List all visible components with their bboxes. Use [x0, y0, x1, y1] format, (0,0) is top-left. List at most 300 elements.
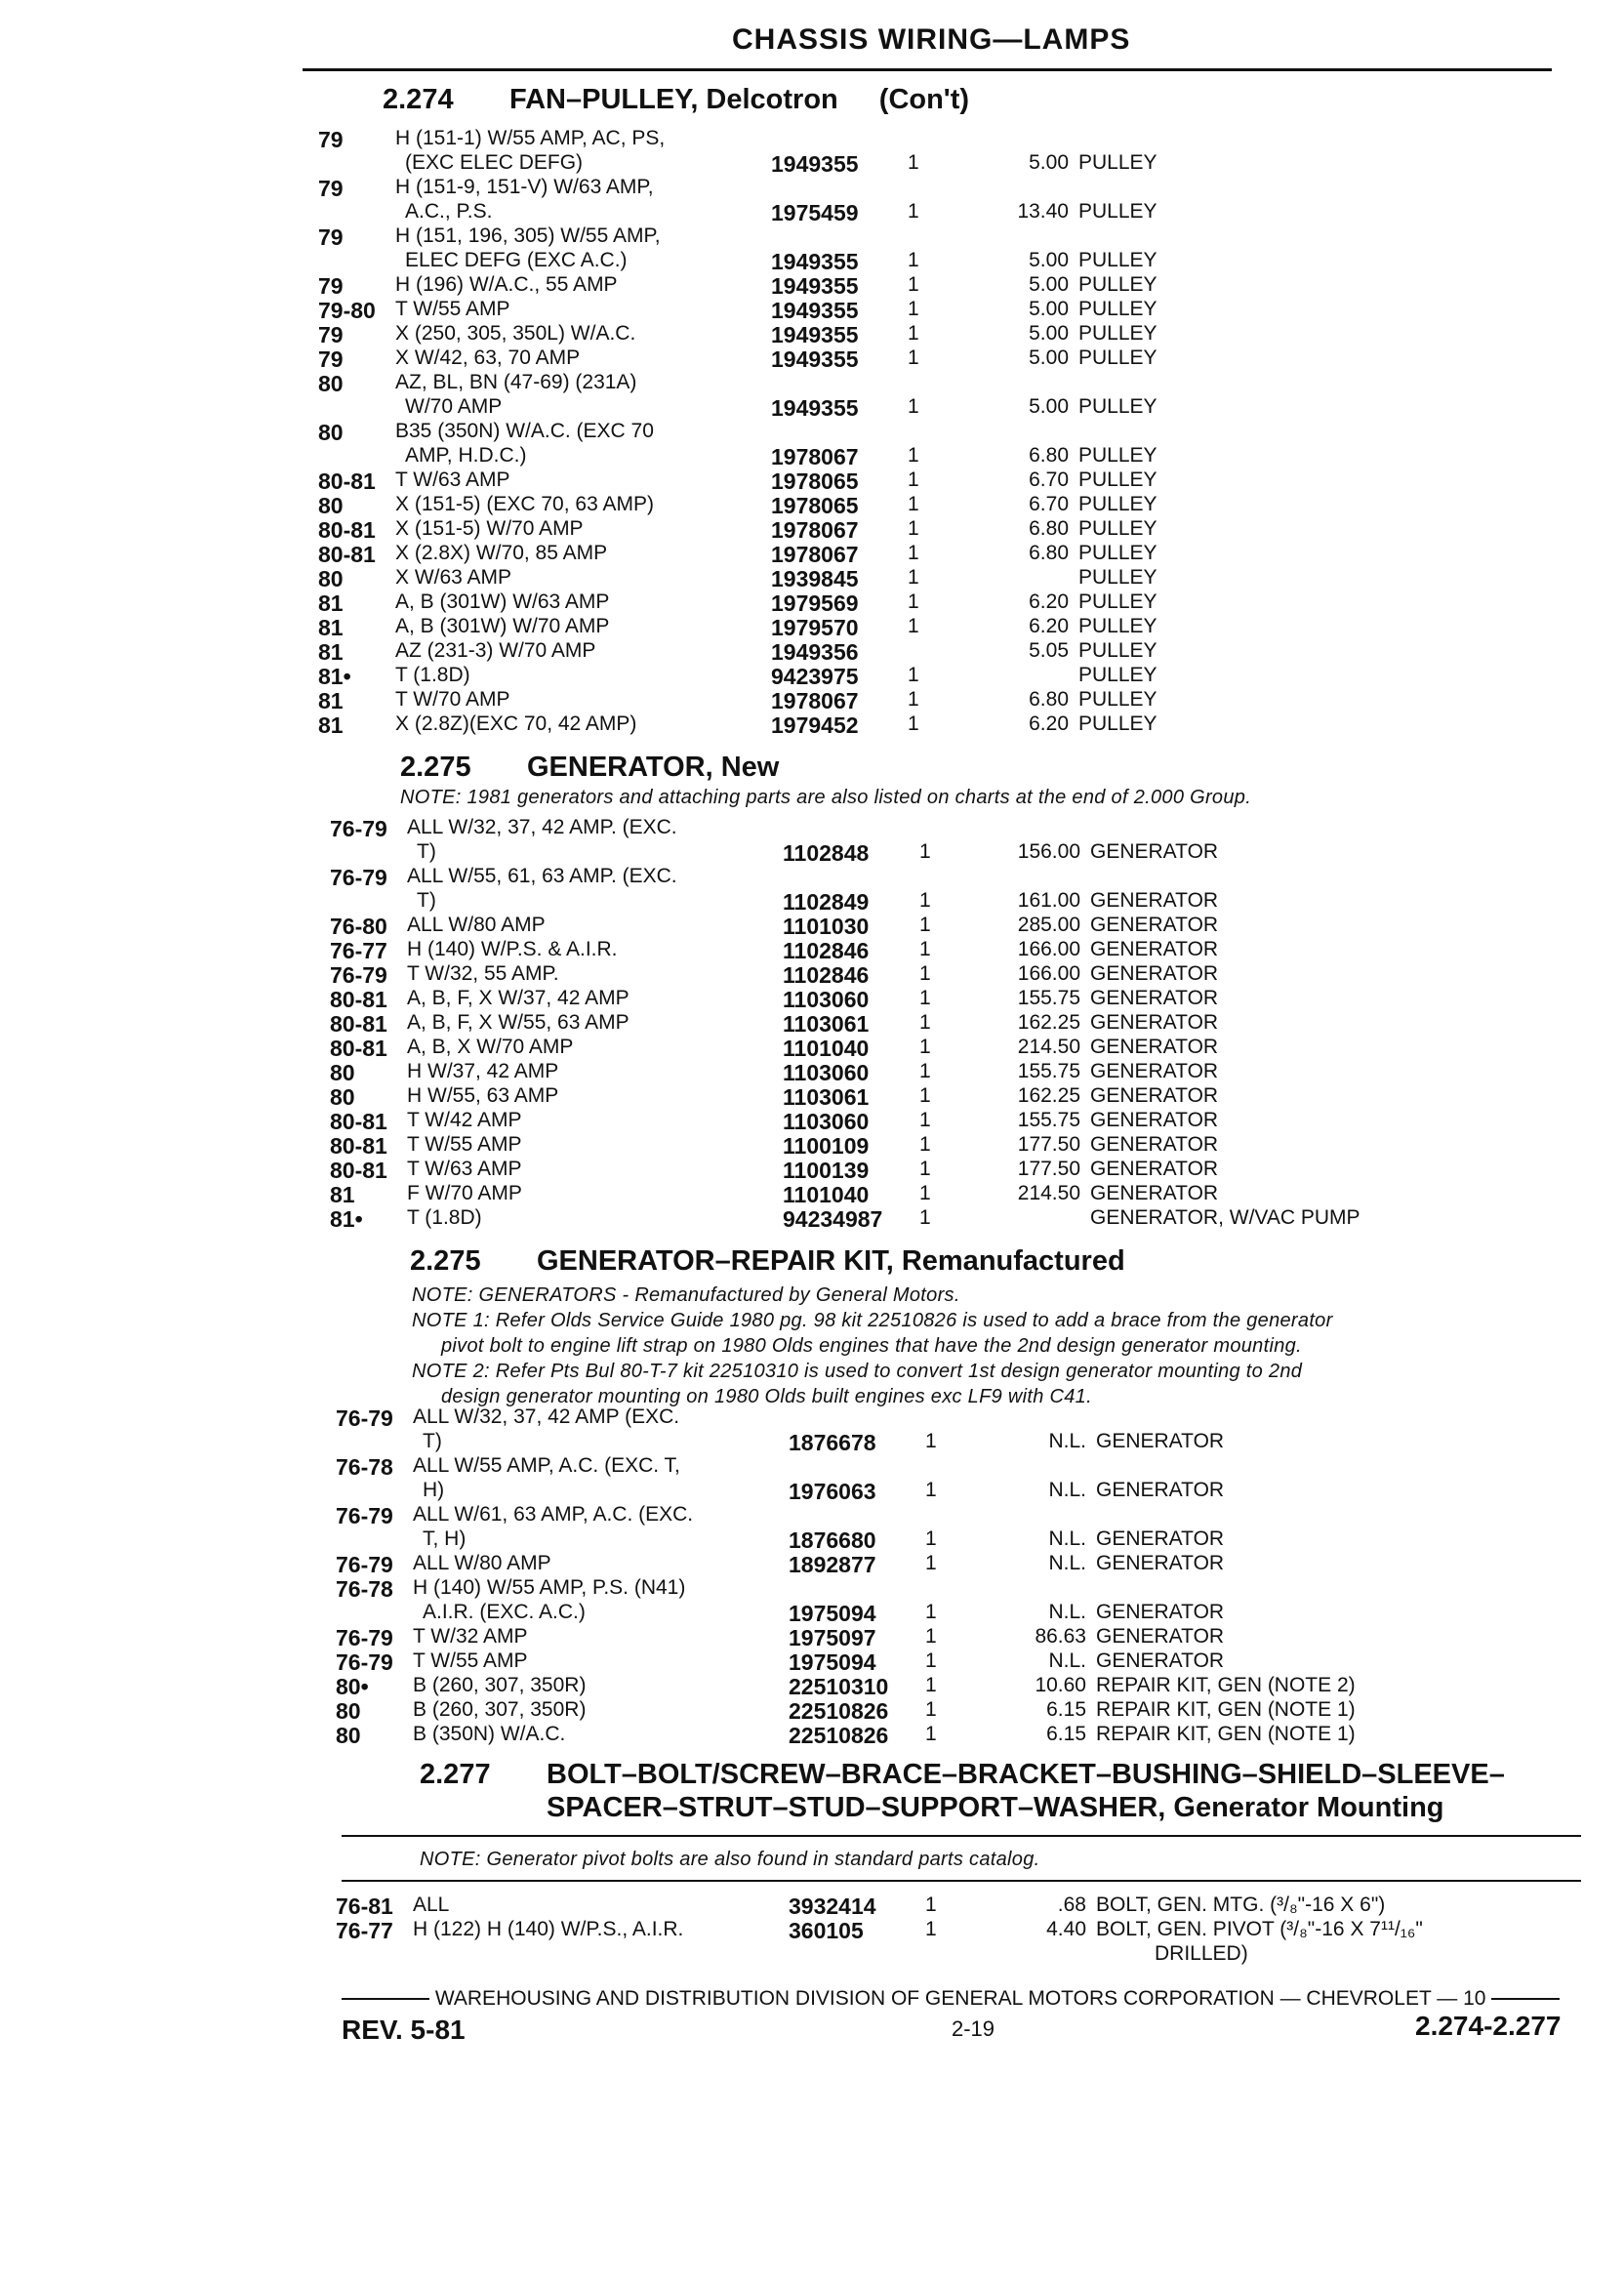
model-year: 81	[318, 712, 344, 738]
part-name: PULLEY	[1078, 151, 1157, 174]
price: 155.75	[1017, 1109, 1080, 1131]
part-number: 1979452	[771, 712, 859, 738]
section-title: FAN–PULLEY, Delcotron	[509, 84, 838, 115]
price: 5.00	[1029, 151, 1069, 174]
quantity: 1	[908, 493, 919, 515]
model-year: 76-77	[336, 1918, 393, 1943]
part-number: 1101040	[783, 1182, 870, 1207]
part-name: GENERATOR	[1090, 938, 1219, 960]
section-reference: 2.274-2.277	[1415, 2011, 1562, 2041]
part-number: 1979569	[771, 590, 859, 616]
application: A, B, F, X W/55, 63 AMP	[407, 1011, 629, 1034]
part-name-cont: DRILLED)	[1155, 1942, 1248, 1965]
part-name: PULLEY	[1078, 639, 1157, 662]
part-name: PULLEY	[1078, 615, 1157, 637]
note-2: NOTE 2: Refer Pts Bul 80-T-7 kit 22510310 is used to convert 1st design generator mounting to 2nd	[412, 1361, 1303, 1382]
application-cont: ELEC DEFG (EXC A.C.)	[405, 249, 628, 271]
part-number: 1975094	[789, 1649, 876, 1675]
price: N.L.	[1048, 1649, 1086, 1672]
part-number: 22510310	[789, 1674, 889, 1699]
model-year: 79-80	[318, 298, 376, 323]
part-name: PULLEY	[1078, 712, 1157, 735]
quantity: 1	[919, 1011, 931, 1034]
part-number: 1949355	[771, 249, 859, 274]
note-generators: NOTE: GENERATORS - Remanufactured by General Motors.	[412, 1284, 960, 1306]
part-number: 1949355	[771, 346, 859, 372]
section-title: GENERATOR–REPAIR KIT, Remanufactured	[537, 1245, 1125, 1277]
price: 214.50	[1017, 1036, 1080, 1058]
part-name: GENERATOR	[1096, 1552, 1225, 1574]
model-year: 80-81	[330, 1011, 387, 1037]
note-1-cont: pivot bolt to engine lift strap on 1980 Olds engines that have the 2nd design generator mounting.	[441, 1335, 1302, 1357]
section-title: BOLT–BOLT/SCREW–BRACE–BRACKET–BUSHING–SHIELD–SLEEVE–	[547, 1759, 1505, 1790]
model-year: 79	[318, 176, 344, 201]
quantity: 1	[925, 1625, 937, 1648]
application: AZ, BL, BN (47-69) (231A)	[395, 371, 637, 393]
application: T W/63 AMP	[395, 468, 510, 491]
price: 86.63	[1035, 1625, 1086, 1648]
model-year: 80	[318, 420, 344, 445]
model-year: 76-79	[330, 865, 387, 890]
part-name: GENERATOR	[1090, 889, 1219, 912]
part-number: 1949355	[771, 151, 859, 177]
price: .68	[1057, 1893, 1086, 1916]
part-name: PULLEY	[1078, 566, 1157, 589]
part-name: BOLT, GEN. PIVOT (³/₈"-16 X 7¹¹/₁₆"	[1096, 1918, 1423, 1940]
model-year: 76-79	[330, 816, 387, 841]
application-cont: AMP, H.D.C.)	[405, 444, 527, 467]
model-year: 80	[330, 1084, 355, 1110]
price: 5.00	[1029, 346, 1069, 369]
part-number: 1949356	[771, 639, 859, 665]
part-name: PULLEY	[1078, 590, 1157, 613]
part-name: GENERATOR	[1090, 1084, 1219, 1107]
divider	[342, 1835, 1581, 1837]
quantity: 1	[908, 444, 919, 467]
part-number: 1103060	[783, 1060, 870, 1085]
quantity: 1	[925, 1430, 937, 1452]
application: B (260, 307, 350R)	[413, 1674, 587, 1696]
price: 5.00	[1029, 298, 1069, 320]
application: X (151-5) W/70 AMP	[395, 517, 584, 540]
section-title: GENERATOR, New	[527, 752, 780, 783]
part-name: PULLEY	[1078, 249, 1157, 271]
part-name: PULLEY	[1078, 542, 1157, 564]
application: X (2.8X) W/70, 85 AMP	[395, 542, 608, 564]
price: 6.20	[1029, 712, 1069, 735]
price: 13.40	[1017, 200, 1069, 223]
part-name: PULLEY	[1078, 346, 1157, 369]
quantity: 1	[925, 1527, 937, 1550]
application: AZ (231-3) W/70 AMP	[395, 639, 596, 662]
part-name: GENERATOR	[1090, 962, 1219, 985]
part-number: 1103061	[783, 1011, 870, 1037]
part-number: 1102846	[783, 938, 870, 963]
price: 6.15	[1046, 1698, 1086, 1721]
model-year: 76-79	[336, 1625, 393, 1650]
application: ALL W/32, 37, 42 AMP (EXC.	[413, 1405, 680, 1428]
application: H (151, 196, 305) W/55 AMP,	[395, 224, 661, 247]
application: H (151-9, 151-V) W/63 AMP,	[395, 176, 654, 198]
application: X (250, 305, 350L) W/A.C.	[395, 322, 636, 345]
part-number: 1979570	[771, 615, 859, 640]
part-name: GENERATOR	[1090, 1011, 1219, 1034]
part-name: GENERATOR	[1090, 1133, 1219, 1156]
application: A, B, X W/70 AMP	[407, 1036, 574, 1058]
application: B (260, 307, 350R)	[413, 1698, 587, 1721]
price: 6.80	[1029, 542, 1069, 564]
application: H (151-1) W/55 AMP, AC, PS,	[395, 127, 666, 149]
part-number: 1939845	[771, 566, 859, 591]
application: B (350N) W/A.C.	[413, 1723, 566, 1745]
part-name: PULLEY	[1078, 322, 1157, 345]
part-name: GENERATOR	[1096, 1479, 1225, 1501]
section-heading-2-275-repair	[410, 1245, 1125, 1278]
note-2-cont: design generator mounting on 1980 Olds built engines exc LF9 with C41.	[441, 1386, 1092, 1407]
model-year: 79	[318, 322, 344, 347]
price: 6.80	[1029, 688, 1069, 711]
application: A, B, F, X W/37, 42 AMP	[407, 987, 629, 1009]
model-year: 80-81	[318, 517, 376, 543]
application: ALL W/61, 63 AMP, A.C. (EXC.	[413, 1503, 694, 1526]
model-year: 81•	[330, 1206, 363, 1232]
part-number: 9423975	[771, 664, 859, 689]
model-year: 76-81	[336, 1893, 393, 1919]
model-year: 76-79	[330, 962, 387, 988]
section-number: 2.275	[400, 752, 471, 783]
quantity: 1	[908, 590, 919, 613]
model-year: 80-81	[318, 542, 376, 567]
section-continued: (Con't)	[878, 84, 970, 115]
part-number: 1978067	[771, 517, 859, 543]
application-cont: A.C., P.S.	[405, 200, 493, 223]
model-year: 76-79	[336, 1503, 393, 1528]
quantity: 1	[925, 1479, 937, 1501]
quantity: 1	[925, 1649, 937, 1672]
application: F W/70 AMP	[407, 1182, 522, 1204]
model-year: 80-81	[318, 468, 376, 494]
section-heading-2-274	[383, 84, 969, 116]
section-heading-2-275	[400, 752, 779, 784]
application: ALL W/55 AMP, A.C. (EXC. T,	[413, 1454, 680, 1477]
part-number: 1978067	[771, 542, 859, 567]
page-number: 2-19	[952, 2016, 995, 2041]
part-number: 1978065	[771, 468, 859, 494]
quantity: 1	[908, 468, 919, 491]
footer-org-text: WAREHOUSING AND DISTRIBUTION DIVISION OF GENERAL MOTORS CORPORATION — CHEVROLET — 10	[434, 1987, 1486, 2010]
application: H (140) W/P.S. & A.I.R.	[407, 938, 618, 960]
part-number: 1976063	[789, 1479, 876, 1504]
part-number: 1978065	[771, 493, 859, 518]
model-year: 76-79	[336, 1552, 393, 1577]
part-name: REPAIR KIT, GEN (NOTE 1)	[1096, 1698, 1356, 1721]
price: 285.00	[1017, 914, 1080, 936]
price: 161.00	[1017, 889, 1080, 912]
quantity: 1	[919, 1109, 931, 1131]
part-name: GENERATOR	[1096, 1527, 1225, 1550]
part-name: PULLEY	[1078, 468, 1157, 491]
part-number: 22510826	[789, 1698, 889, 1724]
part-name: GENERATOR	[1096, 1625, 1225, 1648]
part-name: PULLEY	[1078, 688, 1157, 711]
part-number: 1102848	[783, 840, 870, 866]
part-number: 1103061	[783, 1084, 870, 1110]
section-number: 2.275	[410, 1245, 481, 1277]
part-number: 94234987	[783, 1206, 883, 1232]
price: 6.20	[1029, 590, 1069, 613]
price: 162.25	[1017, 1084, 1080, 1107]
part-name: GENERATOR	[1090, 1109, 1219, 1131]
application: B35 (350N) W/A.C. (EXC 70	[395, 420, 654, 442]
model-year: 76-78	[336, 1576, 393, 1602]
model-year: 80	[318, 493, 344, 518]
quantity: 1	[908, 542, 919, 564]
price: 5.00	[1029, 395, 1069, 418]
application-cont: W/70 AMP	[405, 395, 503, 418]
price: N.L.	[1048, 1601, 1086, 1623]
section-number: 2.274	[383, 84, 454, 115]
part-number: 1949355	[771, 322, 859, 347]
application: X (2.8Z)(EXC 70, 42 AMP)	[395, 712, 637, 735]
part-name: REPAIR KIT, GEN (NOTE 1)	[1096, 1723, 1356, 1745]
quantity: 1	[919, 1084, 931, 1107]
part-number: 1975094	[789, 1601, 876, 1626]
note-1981-generators: NOTE: 1981 generators and attaching parts are also listed on charts at the end of 2.000 Group.	[400, 787, 1252, 808]
part-number: 1101040	[783, 1036, 870, 1061]
price: 6.80	[1029, 517, 1069, 540]
part-number: 1978067	[771, 688, 859, 713]
part-number: 1102846	[783, 962, 870, 988]
model-year: 79	[318, 127, 344, 152]
part-name: GENERATOR	[1090, 1036, 1219, 1058]
model-year: 79	[318, 273, 344, 299]
part-name: PULLEY	[1078, 444, 1157, 467]
part-name: BOLT, GEN. MTG. (³/₈"-16 X 6")	[1096, 1893, 1386, 1916]
model-year: 80-81	[330, 1109, 387, 1134]
model-year: 81•	[318, 664, 351, 689]
model-year: 76-77	[330, 938, 387, 963]
price: 6.70	[1029, 493, 1069, 515]
part-name: GENERATOR	[1096, 1649, 1225, 1672]
quantity: 1	[925, 1552, 937, 1574]
price: 177.50	[1017, 1133, 1080, 1156]
part-name: PULLEY	[1078, 493, 1157, 515]
application: T W/32 AMP	[413, 1625, 528, 1648]
section-heading-2-277-line2: SPACER–STRUT–STUD–SUPPORT–WASHER, Generator Mounting	[547, 1792, 1444, 1823]
model-year: 80	[318, 566, 344, 591]
quantity: 1	[919, 1060, 931, 1082]
part-name: PULLEY	[1078, 664, 1157, 686]
part-name: GENERATOR	[1090, 840, 1219, 863]
price: N.L.	[1048, 1527, 1086, 1550]
price: 5.00	[1029, 249, 1069, 271]
price: N.L.	[1048, 1552, 1086, 1574]
application: X W/63 AMP	[395, 566, 512, 589]
price: 155.75	[1017, 1060, 1080, 1082]
price: 155.75	[1017, 987, 1080, 1009]
part-number: 1978067	[771, 444, 859, 469]
price: 214.50	[1017, 1182, 1080, 1204]
part-name: PULLEY	[1078, 200, 1157, 223]
application-cont: T)	[417, 840, 436, 863]
application: ALL W/32, 37, 42 AMP. (EXC.	[407, 816, 677, 838]
quantity: 1	[919, 914, 931, 936]
application: T W/55 AMP	[407, 1133, 522, 1156]
model-year: 76-80	[330, 914, 387, 939]
quantity: 1	[908, 249, 919, 271]
note-1: NOTE 1: Refer Olds Service Guide 1980 pg. 98 kit 22510826 is used to add a brace from the generator	[412, 1310, 1333, 1331]
application: A, B (301W) W/63 AMP	[395, 590, 610, 613]
application: X W/42, 63, 70 AMP	[395, 346, 581, 369]
quantity: 1	[919, 962, 931, 985]
part-name: GENERATOR	[1090, 1182, 1219, 1204]
quantity: 1	[908, 273, 919, 296]
quantity: 1	[908, 346, 919, 369]
model-year: 80	[330, 1060, 355, 1085]
application: ALL W/80 AMP	[413, 1552, 551, 1574]
model-year: 80	[318, 371, 344, 396]
quantity: 1	[919, 938, 931, 960]
part-number: 1101030	[783, 914, 870, 939]
part-number: 3932414	[789, 1893, 876, 1919]
part-number: 1949355	[771, 273, 859, 299]
model-year: 76-79	[336, 1649, 393, 1675]
quantity: 1	[925, 1698, 937, 1721]
quantity: 1	[925, 1918, 937, 1940]
application: T W/42 AMP	[407, 1109, 522, 1131]
part-name: GENERATOR	[1090, 914, 1219, 936]
price: 6.20	[1029, 615, 1069, 637]
application: ALL W/80 AMP	[407, 914, 546, 936]
application: ALL W/55, 61, 63 AMP. (EXC.	[407, 865, 677, 887]
model-year: 80•	[336, 1674, 369, 1699]
application: X (151-5) (EXC 70, 63 AMP)	[395, 493, 654, 515]
model-year: 81	[318, 688, 344, 713]
part-number: 1876680	[789, 1527, 876, 1553]
quantity: 1	[908, 322, 919, 345]
application: T W/55 AMP	[413, 1649, 528, 1672]
price: 162.25	[1017, 1011, 1080, 1034]
part-number: 1102849	[783, 889, 870, 915]
application-cont: A.I.R. (EXC. A.C.)	[423, 1601, 586, 1623]
price: 5.00	[1029, 322, 1069, 345]
part-number: 1100109	[783, 1133, 870, 1159]
part-number: 1876678	[789, 1430, 876, 1455]
quantity: 1	[908, 615, 919, 637]
price: 6.15	[1046, 1723, 1086, 1745]
price: N.L.	[1048, 1479, 1086, 1501]
part-number: 1103060	[783, 987, 870, 1012]
application: T W/55 AMP	[395, 298, 510, 320]
application: H W/37, 42 AMP	[407, 1060, 559, 1082]
part-name: GENERATOR	[1090, 987, 1219, 1009]
application: T W/70 AMP	[395, 688, 510, 711]
application-cont: H)	[423, 1479, 445, 1501]
part-number: 1949355	[771, 395, 859, 421]
model-year: 76-79	[336, 1405, 393, 1431]
quantity: 1	[908, 688, 919, 711]
part-name: GENERATOR, W/VAC PUMP	[1090, 1206, 1360, 1229]
part-name: PULLEY	[1078, 395, 1157, 418]
quantity: 1	[908, 200, 919, 223]
part-name: PULLEY	[1078, 273, 1157, 296]
part-number: 1892877	[789, 1552, 876, 1577]
application: T (1.8D)	[395, 664, 470, 686]
application: A, B (301W) W/70 AMP	[395, 615, 610, 637]
quantity: 1	[919, 987, 931, 1009]
model-year: 81	[330, 1182, 355, 1207]
price: 156.00	[1017, 840, 1080, 863]
part-number: 1100139	[783, 1158, 870, 1183]
quantity: 1	[919, 889, 931, 912]
quantity: 1	[908, 517, 919, 540]
model-year: 81	[318, 590, 344, 616]
quantity: 1	[925, 1893, 937, 1916]
model-year: 80-81	[330, 987, 387, 1012]
divider	[342, 1880, 1581, 1882]
quantity: 1	[919, 1036, 931, 1058]
note-pivot-bolts: NOTE: Generator pivot bolts are also found in standard parts catalog.	[420, 1849, 1040, 1870]
quantity: 1	[919, 1206, 931, 1229]
page-header	[303, 21, 1552, 71]
model-year: 80-81	[330, 1133, 387, 1159]
application: H (140) W/55 AMP, P.S. (N41)	[413, 1576, 686, 1599]
model-year: 81	[318, 639, 344, 665]
part-number: 1975097	[789, 1625, 876, 1650]
price: 6.70	[1029, 468, 1069, 491]
part-name: GENERATOR	[1096, 1601, 1225, 1623]
quantity: 1	[925, 1601, 937, 1623]
model-year: 80-81	[330, 1036, 387, 1061]
application: T (1.8D)	[407, 1206, 482, 1229]
quantity: 1	[908, 151, 919, 174]
application: H W/55, 63 AMP	[407, 1084, 559, 1107]
quantity: 1	[908, 566, 919, 589]
application-cont: T)	[417, 889, 436, 912]
price: 166.00	[1017, 962, 1080, 985]
model-year: 80	[336, 1698, 361, 1724]
part-name: PULLEY	[1078, 517, 1157, 540]
part-number: 1949355	[771, 298, 859, 323]
application-cont: T, H)	[423, 1527, 467, 1550]
part-number: 360105	[789, 1918, 864, 1943]
footer-org	[342, 1987, 1560, 2011]
application-cont: T)	[423, 1430, 442, 1452]
page-header-title: CHASSIS WIRING—LAMPS	[732, 23, 1131, 56]
part-number: 1103060	[783, 1109, 870, 1134]
price: 6.80	[1029, 444, 1069, 467]
quantity: 1	[925, 1674, 937, 1696]
price: 166.00	[1017, 938, 1080, 960]
quantity: 1	[919, 1182, 931, 1204]
model-year: 79	[318, 224, 344, 250]
section-number: 2.277	[420, 1759, 491, 1790]
model-year: 79	[318, 346, 344, 372]
price: 177.50	[1017, 1158, 1080, 1180]
application: T W/63 AMP	[407, 1158, 522, 1180]
quantity: 1	[908, 664, 919, 686]
model-year: 81	[318, 615, 344, 640]
quantity: 1	[919, 840, 931, 863]
quantity: 1	[908, 712, 919, 735]
part-number: 22510826	[789, 1723, 889, 1748]
part-name: GENERATOR	[1090, 1060, 1219, 1082]
application: T W/32, 55 AMP.	[407, 962, 559, 985]
revision: REV. 5-81	[342, 2015, 466, 2045]
quantity: 1	[919, 1133, 931, 1156]
quantity: 1	[908, 395, 919, 418]
quantity: 1	[919, 1158, 931, 1180]
